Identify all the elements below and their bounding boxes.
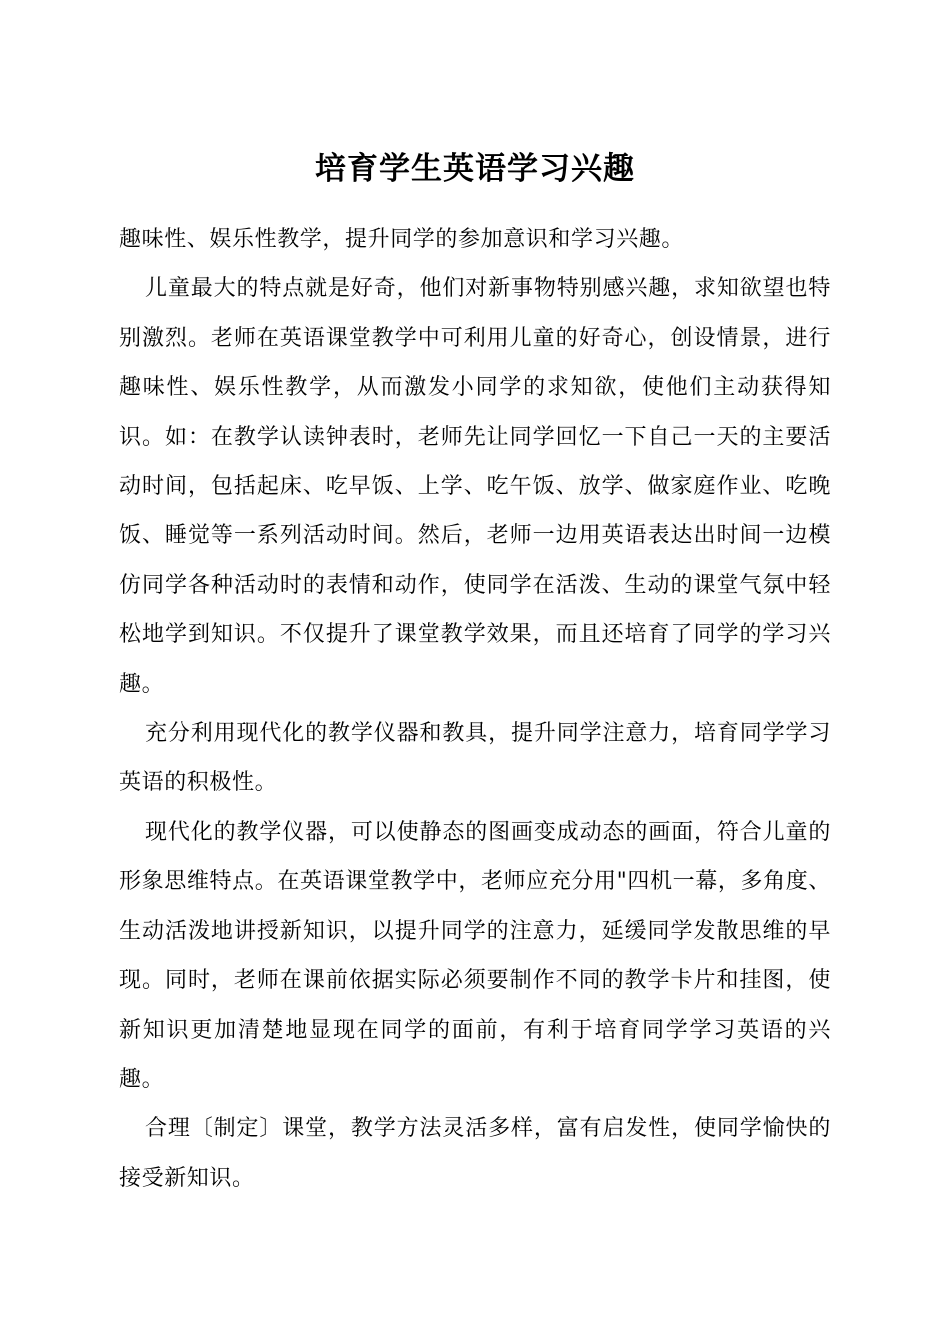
- paragraph-3: 充分利用现代化的教学仪器和教具，提升同学注意力，培育同学学习英语的积极性。: [119, 721, 831, 796]
- document-title: 培育学生英语学习兴趣: [315, 151, 635, 187]
- paragraph-5: 合理〔制定〕课堂，教学方法灵活多样，富有启发性，使同学愉快的接受新知识。: [119, 1116, 831, 1191]
- paragraph-4: 现代化的教学仪器，可以使静态的图画变成动态的画面，符合儿童的形象思维特点。在英语课堂教学中，老师应充分用"四机一幕，多角度、生动活泼地讲授新知识，以提升同学的注意力，延缓同学发散思维的早现。同时，老师在课前依据实际必须要制作不同的教学卡片和挂图，使新知识更加清楚地显现在同学的面前，有利于培育同学学习英语的兴趣。: [119, 819, 831, 1092]
- document-body: [119, 215, 831, 1203]
- paragraph-2: 儿童最大的特点就是好奇，他们对新事物特别感兴趣，求知欲望也特别激烈。老师在英语课堂教学中可利用儿童的好奇心，创设情景，进行趣味性、娱乐性教学，从而激发小同学的求知欲，使他们主动获得知识。如：在教学认读钟表时，老师先让同学回忆一下自己一天的主要活动时间，包括起床、吃早饭、上学、吃午饭、放学、做家庭作业、吃晚饭、睡觉等一系列活动时间。然后，老师一边用英语表达出时间一边模仿同学各种活动时的表情和动作，使同学在活泼、生动的课堂气氛中轻松地学到知识。不仅提升了课堂教学效果，而且还培育了同学的学习兴趣。: [119, 276, 831, 697]
- paragraph-1: 趣味性、娱乐性教学，提升同学的参加意识和学习兴趣。: [119, 227, 685, 252]
